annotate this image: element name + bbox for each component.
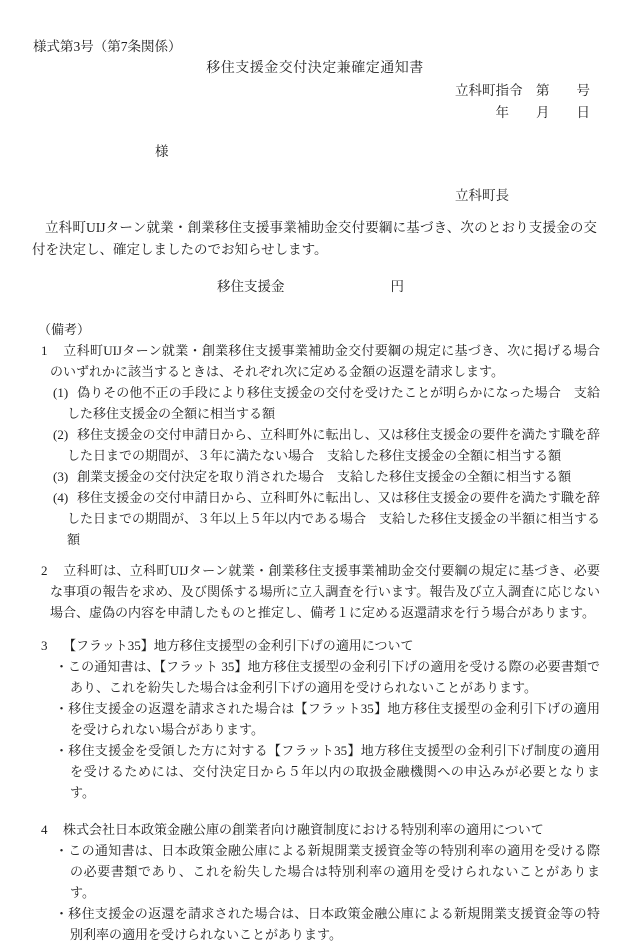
addressee-line: 様 — [155, 144, 169, 159]
remark-1-subitem-2 — [53, 424, 600, 466]
directive-number-line: 立科町指令 第 号 — [455, 83, 590, 98]
bullet-text: この通知書は、日本政策金融公庫による新規開業支援資金等の特別利率の適用を受ける際の必要書類であり、これを紛失した場合は特別利率の適用を受けられないことがあります。 — [68, 843, 600, 900]
amount-line — [0, 276, 630, 298]
date-line: 年 月 日 — [495, 105, 590, 120]
page-title: 移住支援金交付決定兼確定通知書 — [206, 61, 424, 76]
remark-number: 3 — [41, 638, 48, 653]
bullet-text: 移住支援金の返還を請求された場合は【フラット35】地方移住支援型の金利引下げの適用を受けられない場合があります。 — [68, 701, 600, 737]
subitem-marker: (4) — [53, 490, 69, 505]
body-paragraph: 立科町UIJターン就業・創業移住支援事業補助金交付要綱に基づき、次のとおり支援金の交付を決定し、確定しましたのでお知らせします。 — [32, 220, 597, 257]
subitem-text: 偽りその他不正の手段により移住支援金の交付を受けたことが明らかになった場合 支給した移住支援金の全額に相当する額 — [67, 385, 600, 421]
bullet-text: 移住支援金を受領した方に対する【フラット35】地方移住支援型の金利引下げ制度の適用を受けるためには、交付決定日から５年以内の取扱金融機関への申込みが必要となります。 — [68, 743, 600, 800]
bullet-text: この通知書は、【フラット 35】地方移住支援型の金利引下げの適用を受ける際の必要書類であり、これを紛失した場合は金利引下げの適用を受けられないことがあります。 — [68, 659, 600, 695]
sender-line: 立科町長 — [455, 188, 509, 203]
subitem-marker: (3) — [53, 469, 69, 484]
remark-1-subitem-1 — [53, 382, 600, 424]
remark-text: 立科町UIJターン就業・創業移住支援事業補助金交付要綱の規定に基づき、次に掲げる場合のいずれかに該当するときは、それぞれ次に定める金額の返還を請求します。 — [50, 343, 600, 379]
remark-text: 立科町は、立科町UIJターン就業・創業移住支援事業補助金交付要綱の規定に基づき、必要な事項の報告を求め、及び関係する場所に立入調査を行います。報告及び立入調査に応じない場合、虚偽の内容を申請したものと推定し、備考１に定める返還請求を行う場合があります。 — [50, 563, 600, 620]
remark-3-bullet-2 — [55, 698, 600, 740]
bullet-marker: ・ — [55, 843, 69, 858]
remark-item-1 — [41, 340, 600, 382]
remark-3-bullet-1 — [55, 656, 600, 698]
subitem-marker: (1) — [53, 385, 69, 400]
bullet-marker: ・ — [55, 743, 69, 758]
subitem-text: 移住支援金の交付申請日から、立科町外に転出し、又は移住支援金の要件を満たす職を辞した日までの期間が、３年以上５年以内である場合 支給した移住支援金の半額に相当する額 — [67, 490, 601, 547]
amount-unit: 円 — [390, 279, 404, 294]
remark-item-2 — [41, 560, 600, 623]
remarks-heading: （備考） — [38, 322, 91, 337]
subitem-text: 移住支援金の交付申請日から、立科町外に転出し、又は移住支援金の要件を満たす職を辞した日までの期間が、３年に満たない場合 支給した移住支援金の全額に相当する額 — [67, 427, 600, 463]
remark-item-4 — [41, 819, 600, 840]
remark-item-3 — [41, 635, 600, 656]
remark-4-bullet-1 — [55, 840, 600, 903]
bullet-marker: ・ — [55, 906, 69, 921]
remark-number: 4 — [41, 822, 48, 837]
remark-1-subitem-3 — [53, 466, 600, 487]
bullet-marker: ・ — [55, 659, 69, 674]
amount-label: 移住支援金 — [217, 279, 285, 294]
remark-text: 株式会社日本政策金融公庫の創業者向け融資制度における特別利率の適用について — [63, 822, 544, 837]
remark-4-bullet-2 — [55, 903, 600, 945]
bullet-marker: ・ — [55, 701, 69, 716]
remark-text: 【フラット35】地方移住支援型の金利引下げの適用について — [63, 638, 414, 653]
subitem-text: 創業支援金の交付決定を取り消された場合 支給した移住支援金の全額に相当する額 — [77, 469, 572, 484]
remark-3-bullet-3 — [55, 740, 600, 803]
remark-number: 1 — [41, 343, 48, 358]
bullet-text: 移住支援金の返還を請求された場合は、日本政策金融公庫による新規開業支援資金等の特別利率の適用を受けられないことがあります。 — [68, 906, 600, 942]
remark-number: 2 — [41, 563, 48, 578]
form-number: 様式第3号（第7条関係） — [33, 39, 182, 54]
remark-1-subitem-4 — [53, 487, 600, 550]
subitem-marker: (2) — [53, 427, 69, 442]
remarks-section — [0, 319, 630, 945]
